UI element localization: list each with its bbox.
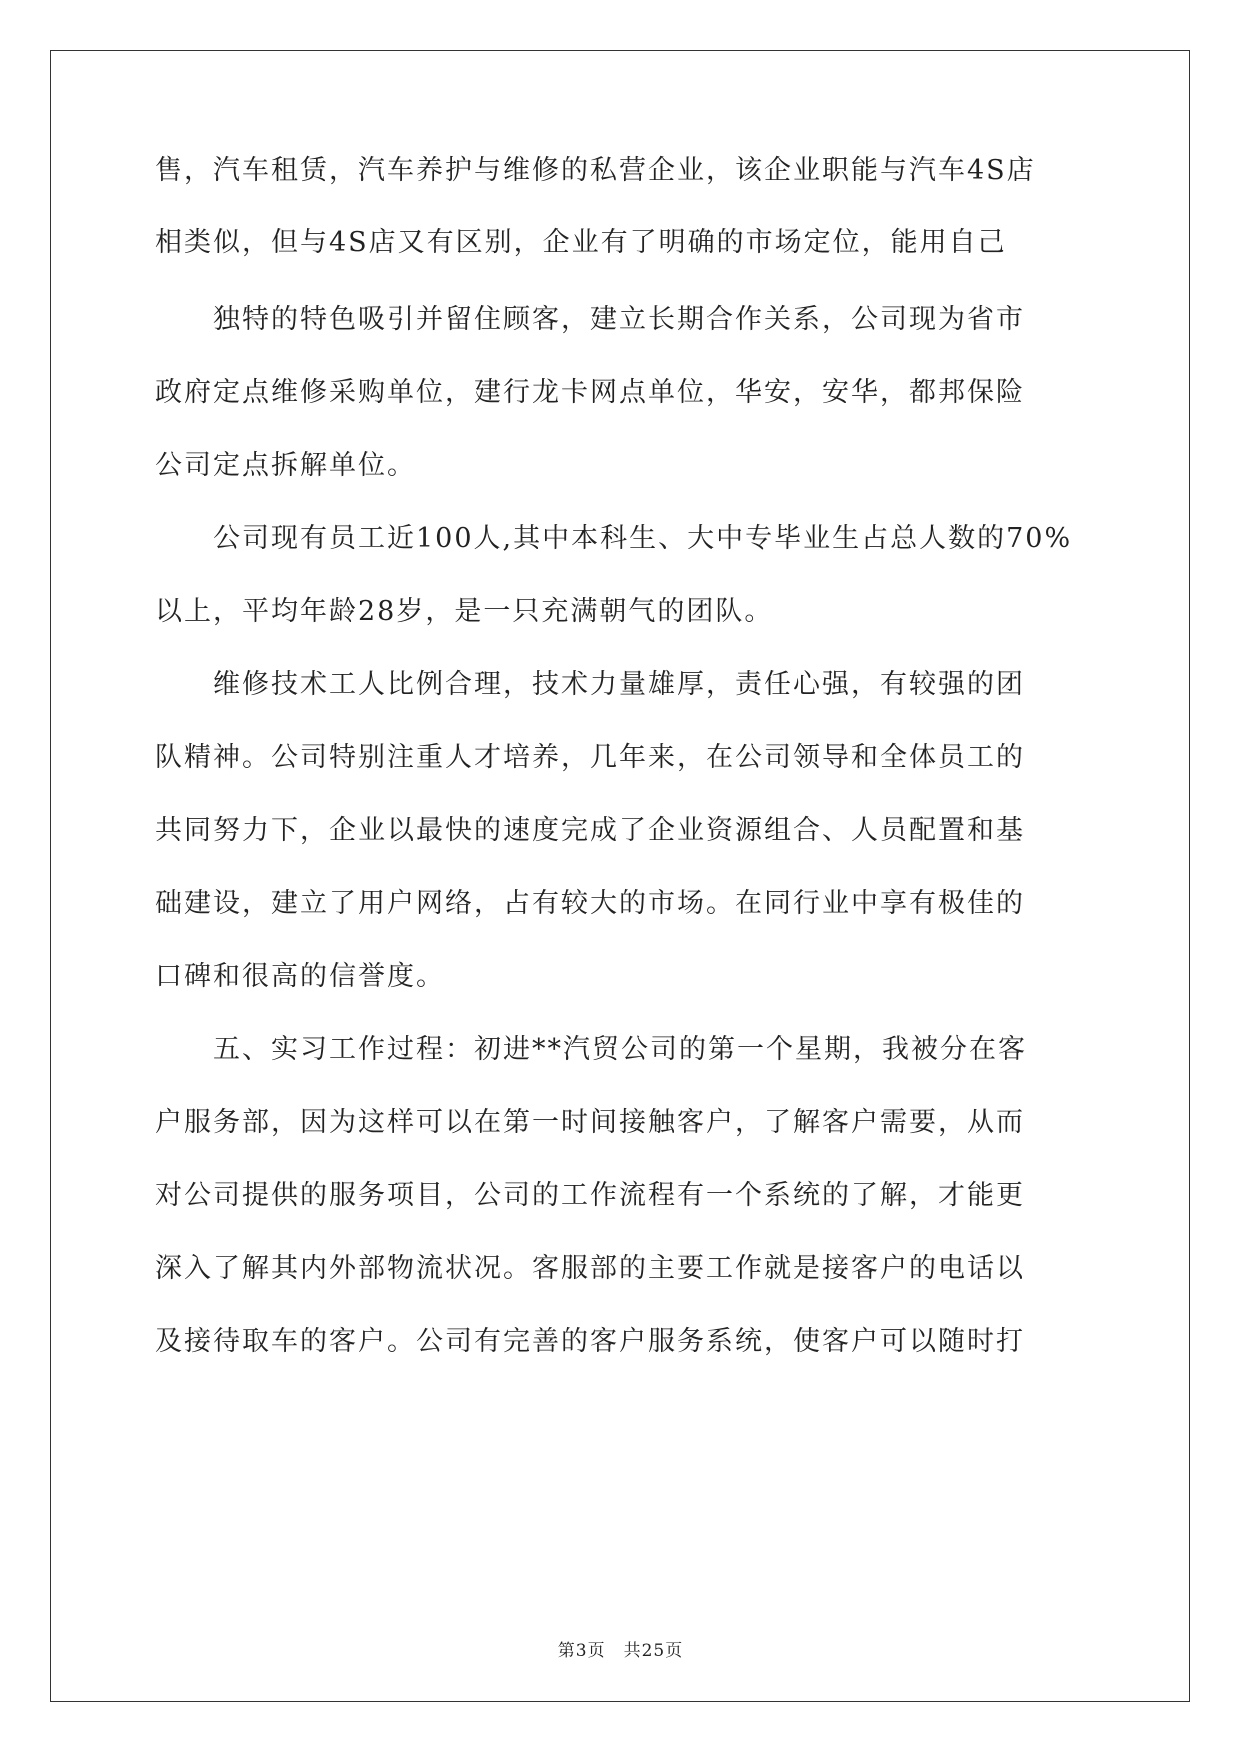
page-border	[50, 50, 1190, 1702]
text-line: 公司定点拆解单位。	[155, 450, 416, 481]
text-line: 户服务部，因为这样可以在第一时间接触客户，了解客户需要，从而	[155, 1107, 1025, 1138]
text-line: 相类似，但与4S店又有区别，企业有了明确的市场定位，能用自己	[155, 227, 1007, 258]
text-line: 五、实习工作过程：初进**汽贸公司的第一个星期，我被分在客	[155, 1034, 1027, 1065]
text-line: 售，汽车租赁，汽车养护与维修的私营企业，该企业职能与汽车4S店	[155, 155, 1036, 186]
text-line: 共同努力下，企业以最快的速度完成了企业资源组合、人员配置和基	[155, 815, 1025, 846]
text-line: 对公司提供的服务项目，公司的工作流程有一个系统的了解，才能更	[155, 1180, 1025, 1211]
text-line: 政府定点维修采购单位，建行龙卡网点单位，华安，安华，都邦保险	[155, 377, 1025, 408]
text-line: 深入了解其内外部物流状况。客服部的主要工作就是接客户的电话以	[155, 1253, 1025, 1284]
page-number: 第3页 共25页	[557, 1641, 684, 1661]
text-line: 队精神。公司特别注重人才培养，几年来，在公司领导和全体员工的	[155, 742, 1025, 773]
text-line: 公司现有员工近100人,其中本科生、大中专毕业生占总人数的70%	[155, 523, 1073, 554]
text-line: 口碑和很高的信誉度。	[155, 961, 445, 992]
text-line: 以上，平均年龄28岁，是一只充满朝气的团队。	[155, 596, 774, 627]
text-line: 维修技术工人比例合理，技术力量雄厚，责任心强，有较强的团	[155, 669, 1025, 700]
text-line: 础建设，建立了用户网络，占有较大的市场。在同行业中享有极佳的	[155, 888, 1025, 919]
text-line: 及接待取车的客户。公司有完善的客户服务系统，使客户可以随时打	[155, 1326, 1025, 1357]
text-line: 独特的特色吸引并留住顾客，建立长期合作关系，公司现为省市	[155, 304, 1025, 335]
